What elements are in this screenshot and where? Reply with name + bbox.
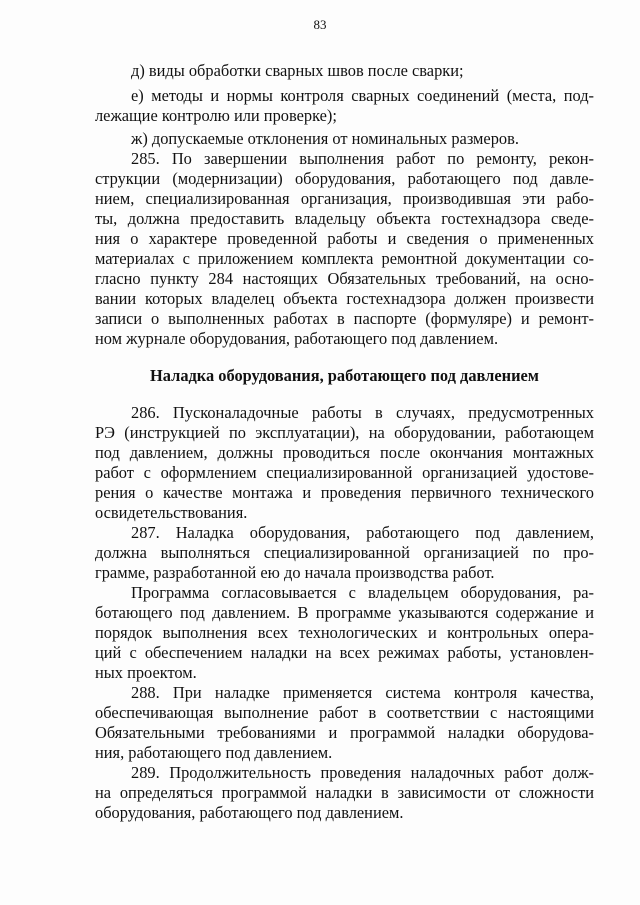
text-line: 288. При наладке применяется система контроля качества, <box>131 683 594 702</box>
text-line: 286. Пусконаладочные работы в случаях, предусмотренных <box>131 403 594 422</box>
text-line: ты, должна предоставить владельцу объекта гостехнадзора сведе- <box>95 209 594 228</box>
text-line: ботающего под давлением. В программе указываются содержание и <box>95 603 594 622</box>
text-line: работ с оформлением специализированной организацией удостове- <box>95 463 594 482</box>
text-line: должна выполняться специализированной организацией по про- <box>95 543 594 562</box>
text-line: порядок выполнения всех технологических и контрольных опера- <box>95 623 594 642</box>
text-line: нием, специализированная организация, производившая эти рабо- <box>95 189 594 208</box>
text-line: материалах с приложением комплекта ремонтной документации со- <box>95 249 594 268</box>
text-line: рения о качестве монтажа и проведения первичного технического <box>95 483 594 502</box>
text-line: 287. Наладка оборудования, работающего под давлением, <box>131 523 594 542</box>
text-line: грамме, разработанной ею до начала производства работ. <box>95 563 495 582</box>
text-line: вании которых владелец объекта гостехнадзора должен произвести <box>95 289 594 308</box>
text-line: обеспечивающая выполнение работ в соответствии с настоящими <box>95 703 594 722</box>
text-line: струкции (модернизации) оборудования, работающего под давле- <box>95 169 594 188</box>
text-line: ж) допускаемые отклонения от номинальных размеров. <box>131 129 519 148</box>
text-line: гласно пункту 284 настоящих Обязательных требований, на осно- <box>95 269 594 288</box>
text-line: ном журнале оборудования, работающего под давлением. <box>95 329 499 348</box>
text-line: ния о характере проведенной работы и сведения о примененных <box>95 229 594 248</box>
page-number: 83 <box>313 17 327 32</box>
text-line: оборудования, работающего под давлением. <box>95 803 404 822</box>
text-line: под давлением, должны проводиться после окончания монтажных <box>95 443 594 462</box>
text-line: ций с обеспечением наладки на всех режимах работы, установлен- <box>95 643 594 662</box>
text-line: 289. Продолжительность проведения наладочных работ долж- <box>131 763 594 782</box>
text-line: ния, работающего под давлением. <box>95 743 333 762</box>
text-line: РЭ (инструкцией по эксплуатации), на оборудовании, работающем <box>95 423 594 442</box>
text-line: е) методы и нормы контроля сварных соединений (места, под- <box>131 86 594 105</box>
text-line: 285. По завершении выполнения работ по ремонту, рекон- <box>131 149 594 168</box>
text-line: освидетельствования. <box>95 503 248 522</box>
text-line: на определяться программой наладки в зависимости от сложности <box>95 783 594 802</box>
text-line: Обязательными требованиями и программой наладки оборудова- <box>95 723 594 742</box>
text-line: записи о выполненных работах в паспорте (формуляре) и ремонт- <box>95 309 594 328</box>
section-heading: Наладка оборудования, работающего под давлением <box>150 366 539 385</box>
text-line: д) виды обработки сварных швов после сварки; <box>131 61 464 80</box>
text-line: Программа согласовывается с владельцем оборудования, ра- <box>131 583 594 602</box>
text-line: лежащие контролю или проверке); <box>95 106 337 125</box>
text-line: ных проектом. <box>95 663 197 682</box>
